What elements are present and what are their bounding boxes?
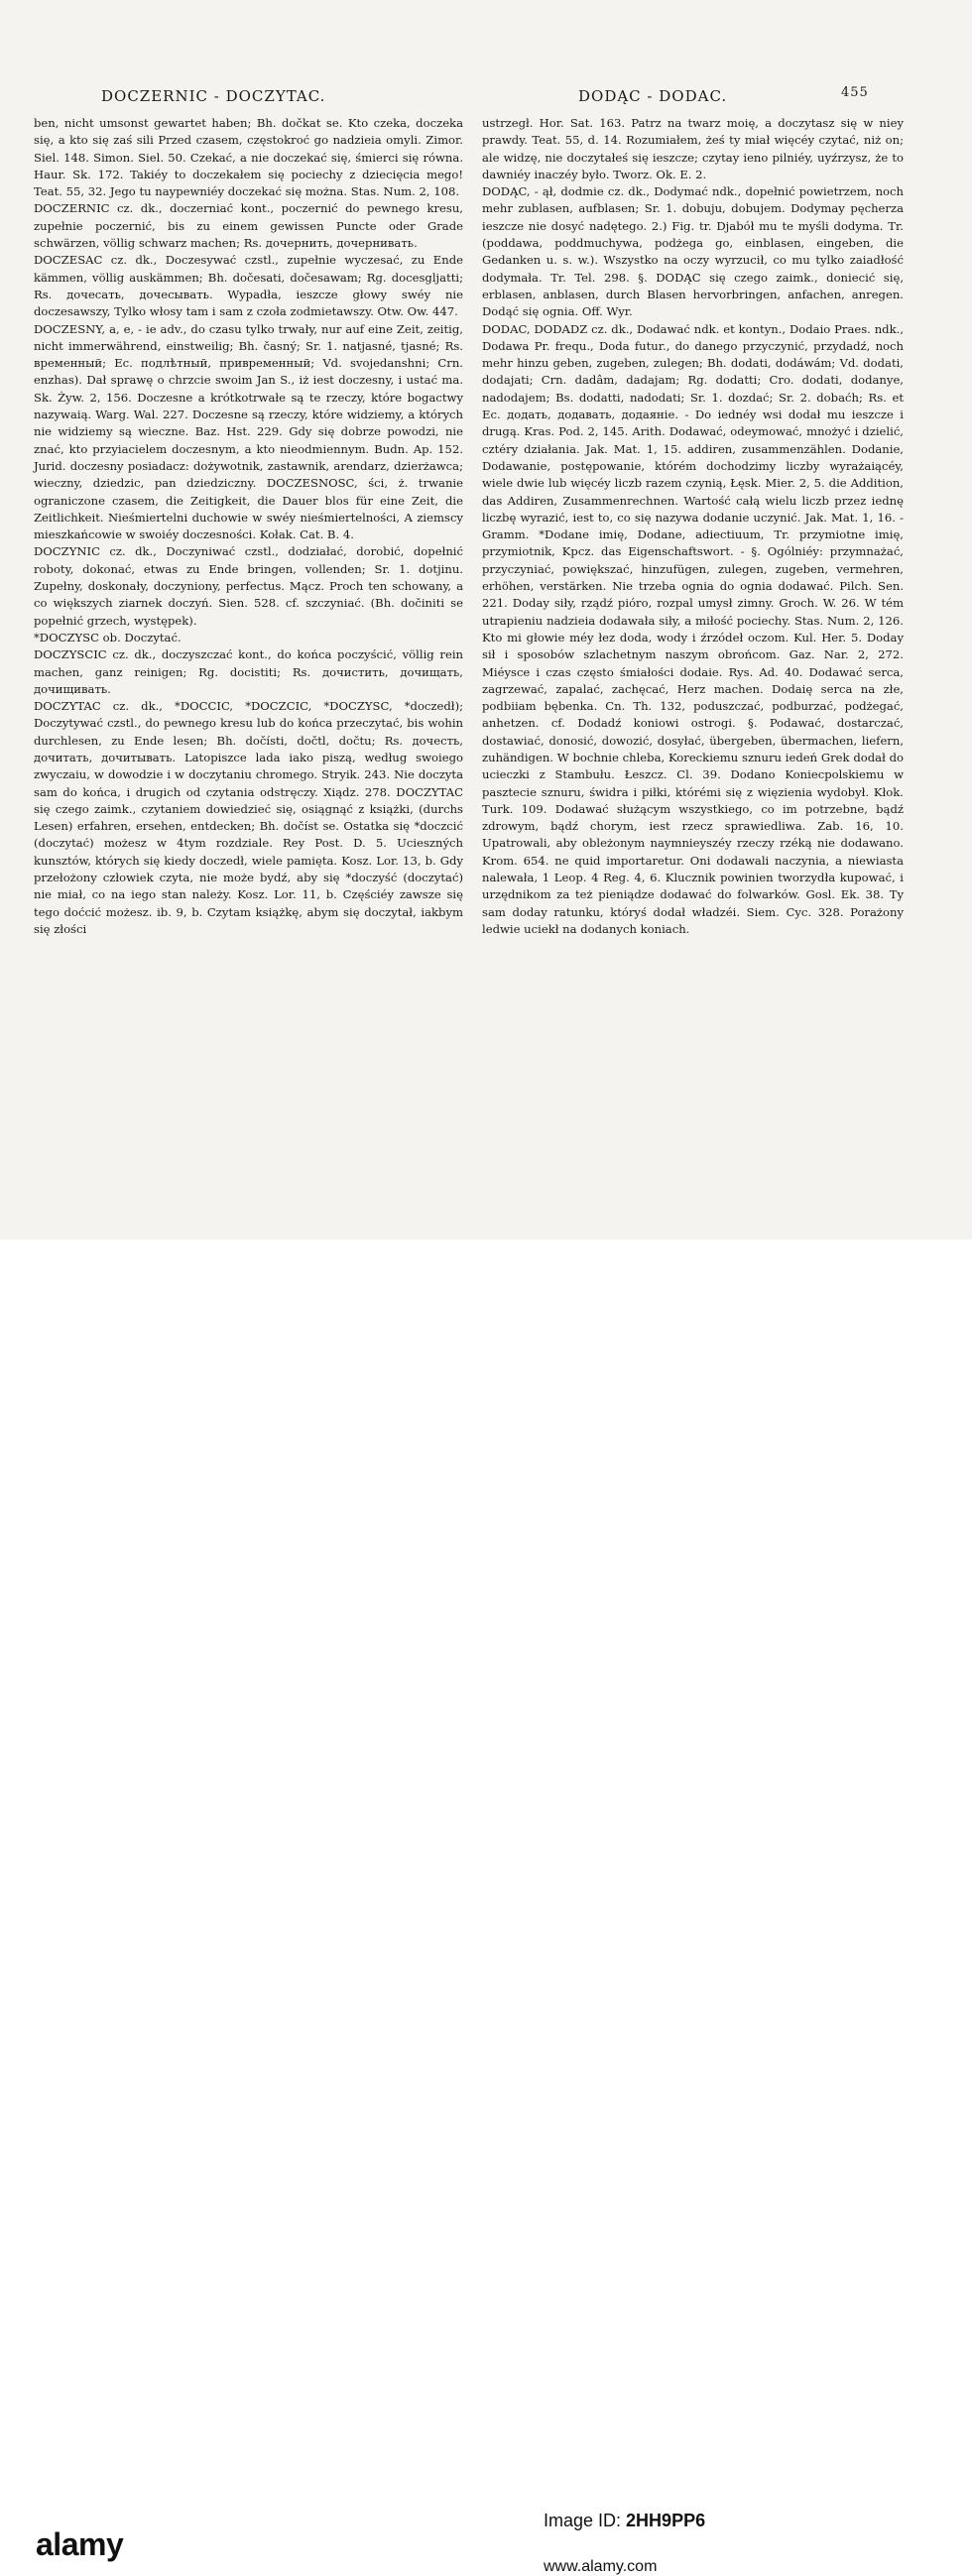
left-column (34, 115, 463, 938)
right-column (482, 115, 904, 938)
watermark-bar (0, 1239, 972, 2575)
image-id-label: Image ID: (544, 2511, 622, 2530)
running-header (0, 83, 972, 113)
image-id-value: 2HH9PP6 (626, 2511, 706, 2530)
watermark-url: www.alamy.com (544, 2558, 658, 2575)
dictionary-entry: *DOCZYSC ob. Doczytać. (34, 630, 182, 644)
dictionary-entry: ben, nicht umsonst gewartet haben; Bh. dočkat se. Kto czeka, doczeka się, a kto się zaś sili Przed czasem, częstokroć go nadzieia omyli. Zimor. Siel. 148. Simon. Siel. 50. Czekać, a nie doczekać się, śmierci się równa. Haur. Sk. 172. Takiéy to doczekałem się pociechy z dziecięcia mego! Teat. 55, 32. Jego tu naypewniéy doczekać się można. Stas. Num. 2, 108. (34, 116, 463, 199)
alamy-logo: alamy (36, 2526, 124, 2562)
dictionary-entry: DOCZYTAC cz. dk., *DOCCIC, *DOCZCIC, *DOCZYSC, *doczedł); Doczytywać czstl., do pewnego kresu lub do końca przeczytać, bis wohin durchlesen, zu Ende lesen; Bh. dočísti, dočtl, dočtu; Rs. дочесть, дочитать, дочитывать. Latopiszce lada iako piszą, według swoiego zwyczaiu, w dowodzie i w doczytaniu chromego. Stryik. 243. Nie doczyta sam do końca, i drugich od czytania odstręczy. Xiądz. 278. DOCZYTAC się czego zaimk., czytaniem dowiedzieć się, osiągnąć z książki, (durchs Lesen) erfahren, ersehen, entdecken; Bh. dočíst se. Ostatka się *doczcić (doczytać) możesz w 4tym rozdziale. Rey Post. D. 5. Ucieszných kunsztów, których się kiedy doczedł, wiele pamięta. Kosz. Lor. 13, b. Gdy przełożony człowiek czyta, nie może bydź, aby się *doczyść (doczytać) nie miał, co na iego stan należy. Kosz. Lor. 11, b. Częściéy zawsze się tego doćcić możesz. ib. 9, b. Czytam książkę, abym się doczytał, iakbym się złości (34, 699, 463, 936)
dictionary-entry: DOCZESNY, a, e, - ie adv., do czasu tylko trwały, nur auf eine Zeit, zeitig, nicht immerwährend, einstweilig; Bh. časný; Sr. 1. natjasné, tjasné; Rs. временный; Ec. подлѣтный, привременный; Vd. svojedanshni; Crn. enzhas). Dał sprawę o chrzcie swoim Jan S., iż iest doczesny, i ustać ma. Sk. Żyw. 2, 156. Doczesne a krótkotrwałe są te rzeczy, które bogactwy nazywaią. Warg. Wal. 227. Doczesne są rzeczy, które widziemy, a których nie widziemy są wieczne. Baz. Hst. 229. Gdy się dobrze powodzi, nie znać, kto przyiacielem doczesnym, a kto nieodmiennym. Budn. Ap. 152. Jurid. doczesny posiadacz: dożywotnik, zastawnik, arendarz, dzierżawca; wieczny, dziedzic, pan dziedziczny. DOCZESNOSC, ści, ż. trwanie ograniczone czasem, die Zeitigkeit, die Dauer blos für eine Zeit, die Zeitlichkeit. Nieśmiertelni duchowie w swéy nieśmiertelności, A ziemscy mieszkańcowie w swoiéy doczesności. Kołak. Cat. B. 4. (34, 321, 463, 542)
dictionary-entry: DODAC, DODADZ cz. dk., Dodawać ndk. et kontyn., Dodaio Praes. ndk., Dodawa Pr. frequ., Doda futur., do danego przyczynić, przydadź, noch mehr hinzu geben, zugeben, zulegen; Bh. dodati, dodáwám; Vd. dodati, dodajati; Crn. dadâm, dadajam; Rg. dodatti; Cro. dodati, dodanye, nadodajem; Bs. dodatti, nadodati; Sr. 1. dozdać; Sr. 2. dobaćh; Rs. et Ec. додать, додавать, додаяніе. - Do iednéy wsi dodał mu ieszcze i drugą. Kras. Pod. 2, 145. Arith. Dodawać, odeymować, mnożyć i dzielić, cztéry działania. Jak. Mat. 1, 15. addiren, zusammenzählen. Dodanie, Dodawanie, postępowanie, którém dochodzimy liczby wyrażaiącéy, wiele dwie lub więcéy liczb razem czynią, Łęsk. Mier. 2, 5. die Addition, das Addiren, Zusammenrechnen. Wartość całą wielu liczb przez iednę liczbę wyrazić, iest to, co się nazywa dodanie uczynić. Jak. Mat. 1, 16. - Gramm. *Dodane imię, Dodane, adiectiuum, Tr. przymiotne imię, przymiotnik, Kpcz. das Eigenschaftswort. - §. Ogólniéy: przymnażać, przyczyniać, powiększać, hinzufügen, zulegen, zugeben, vermehren, erhöhen, verstärken. Nie trzeba ognia do ognia dodawać. Pilch. Sen. 221. Doday siły, rządź pióro, rozpal umysł zimny. Groch. W. 26. W tém utrapieniu nadzieia dodawała siły, a miłość pociechy. Stas. Num. 2, 126. Kto mi głowie méy łez doda, wody i źrzódeł oczom. Kul. Her. 5. Doday sił i sposobów szlachetnym naszym obrońcom. Gaz. Nar. 2, 272. Miéysce i czas często śmiałości dodaie. Rys. Ad. 40. Dodawać serca, zagrzewać, zapalać, zachęcać, Herz machen. Dodaię serca na złe, podbiiam bębenka. Cn. Th. 132, poduszczać, podburzać, podżegać, anhetzen. cf. Dodadź koniowi ostrogi. §. Podawać, dostarczać, dostawiać, donosić, dowozić, dosyłać, übergeben, übermachen, liefern, zuhändigen. W bochnie chleba, Koreckiemu sznuru iedeń Grek dodał do ucieczki z Stambułu. Łeszcz. Cl. 39. Dodano Koniecpolskiemu w pasztecie sznuru, świdra i piłki, którémi się z więzienia wydobył. Kłok. Turk. 109. Dodawać służącym wszystkiego, co im potrzebne, bądź zdrowym, bądź chorym, iest rzecz sprawiedliwa. Zab. 16, 10. Upatrowali, aby obleżonym naymnieyszéy rzeczy rzéką nie dodawano. Krom. 654. ne quid importaretur. Oni dodawali naczynia, a niewiasta nalewała, 1 Leop. 4 Reg. 4, 6. Klucznik powinien tworzydła kupować, i urzędnikom za też pieniądze dodawać do folwarków. Gosl. Ek. 38. Ty sam doday ratunku, któryś dodał władzéi. Siem. Cyc. 328. Porażony ledwie uciekł na dodanych koniach. (482, 321, 904, 936)
page-number: 455 (841, 85, 869, 100)
image-id (544, 2511, 705, 2531)
dictionary-entry: ustrzegł. Hor. Sat. 163. Patrz na twarz moię, a doczytasz się w niey prawdy. Teat. 55, d. 14. Rozumiałem, żeś ty miał więcéy czytać, niż on; ale widzę, nie doczytałeś się ieszcze; czytay ieno pilniéy, uyźrzysz, że to dawniéy inaczéy było. Tworz. Ok. E. 2. (482, 116, 904, 181)
dictionary-entry: DOCZYNIC cz. dk., Doczyniwać czstl., dodziałać, dorobić, dopełnić roboty, dokonać, etwas zu Ende bringen, vollenden; Sr. 1. dotjinu. Zupełny, doskonały, doczyniony, perfectus. Mącz. Proch ten schowany, a co większych ziarnek doczyń. Sien. 528. cf. szczyniać. (Bh. dočiniti se popełnić grzech, występek). (34, 544, 463, 628)
header-right-guide-words: DODĄC - DODAC. (578, 87, 728, 105)
dictionary-entry: DODĄC, - ął, dodmie cz. dk., Dodymać ndk., dopełnić powietrzem, noch mehr zublasen, aufblasen; Sr. 1. dobuju, dobujem. Dodymay pęcherza ieszcze nie dosyć nadętego. 2.) Fig. tr. Djabół mu te myśli dodyma. Tr. (poddawa, poddmuchywa, podżega go, einblasen, eingeben, die Gedanken u. s. w.). Wszystko na oczy wyrzucił, co mu tylko zaiadłość dodymała. Tr. Tel. 298. §. DODĄC się czego zaimk., doniecić się, erblasen, anblasen, durch Blasen hervorbringen, anfachen, anregen. Dodąć się ognia. Off. Wyr. (482, 184, 904, 319)
dictionary-entry: DOCZYSCIC cz. dk., doczyszczać kont., do końca poczyścić, völlig rein machen, ganz reinigen; Rg. docistiti; Rs. дочистить, дочищать, дочищивать. (34, 647, 463, 696)
dictionary-entry: DOCZESAC cz. dk., Doczesywać czstl., zupełnie wyczesać, zu Ende kämmen, völlig auskämmen; Bh. dočesati, dočesawam; Rg. docesgljatti; Rs. дочесать, дочесывать. Wypadła, ieszcze głowy swéy nie doczesawszy, Tylko włosy tam i sam z czoła zodmietawszy. Otw. Ow. 447. (34, 253, 463, 319)
dictionary-page (0, 0, 972, 1239)
header-left-guide-words: DOCZERNIC - DOCZYTAC. (101, 87, 326, 105)
dictionary-entry: DOCZERNIC cz. dk., doczerniać kont., poczernić do pewnego kresu, zupełnie poczernić, bis zu einem gewissen Puncte oder Grade schwärzen, völlig schwarz machen; Rs. дочернить, дочернивать. (34, 201, 463, 251)
